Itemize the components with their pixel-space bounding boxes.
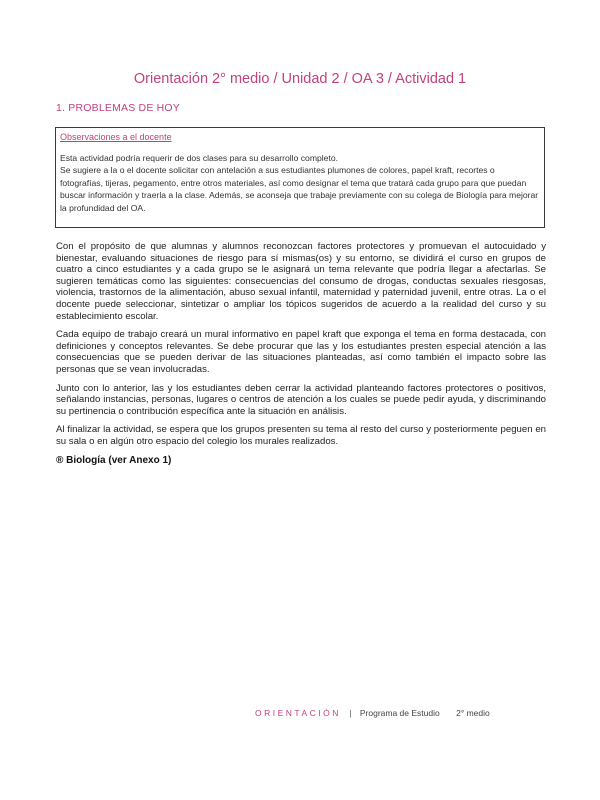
section-heading: 1. PROBLEMAS DE HOY bbox=[56, 102, 181, 114]
body-paragraph: Al finalizar la actividad, se espera que los grupos presenten su tema al resto del curso y posteriormente peguen en su sala o en algún otro espacio del colegio los murales realizados. bbox=[56, 424, 546, 447]
observations-title: Observaciones a el docente bbox=[60, 132, 172, 142]
body-paragraph: Junto con lo anterior, las y los estudiantes deben cerrar la actividad planteando factores protectores o positivos, señalando instancias, personas, lugares o centros de atención a los cuales se puede pedir ayuda, y discriminando su pertinencia o contribución específica ante la situación en análisis. bbox=[56, 382, 546, 417]
page-title: Orientación 2° medio / Unidad 2 / OA 3 / Actividad 1 bbox=[133, 71, 467, 87]
footer-brand: ORIENTACIÓN bbox=[255, 708, 341, 718]
body-paragraph: Con el propósito de que alumnas y alumnos reconozcan factores protectores y promuevan el autocuidado y bienestar, evaluando situaciones de riesgo para sí mismas(os) y su entorno, se dividirá el curso en grupos de cuatro a cinco estudiantes y a cada grupo se le asignará un tema relevante que podría llegar a afectarlas. Se sugieren temáticas como las siguientes: consecuencias del consumo de drogas, conductas sexuales riesgosas, violencia, trastornos de la alimentación, abuso sexual infantil, maternidad y paternidad juvenil, entre otras. La o el docente puede seleccionar, sintetizar o ampliar los tópicos sugeridos de acuerdo a la realidad del curso y su establecimiento escolar. bbox=[56, 241, 546, 322]
activity-body bbox=[56, 241, 546, 473]
observation-paragraph: Esta actividad podría requerir de dos clases para su desarrollo completo. bbox=[60, 153, 339, 163]
observation-paragraph: Se sugiere a la o el docente solicitar con antelación a sus estudiantes plumones de colores, papel kraft, recortes o fotografías, tijeras, pegamento, entre otros materiales, así como designar el tema que tratará cada grupo para que puedan buscar información y traerla a la clase. Además, se aconseja que trabaje previamente con su colega de Biología para mejorar la profundidad del OA. bbox=[60, 165, 539, 213]
footer-separator: | bbox=[349, 708, 352, 718]
teacher-observations-box bbox=[55, 127, 545, 228]
observations-text bbox=[60, 152, 540, 214]
page-footer bbox=[255, 708, 490, 718]
footer-grade: 2° medio bbox=[456, 708, 490, 718]
biology-annex-link[interactable]: ® Biología (ver Anexo 1) bbox=[56, 454, 172, 466]
body-paragraph: Cada equipo de trabajo creará un mural informativo en papel kraft que exponga el tema en forma destacada, con definiciones y conceptos relevantes. Se debe procurar que las y los estudiantes presten especial atención a las consecuencias que se pueden derivar de las situaciones planteadas, así como también el impacto sobre las personas que se vean involucradas. bbox=[56, 329, 546, 375]
footer-program: Programa de Estudio bbox=[359, 708, 440, 718]
